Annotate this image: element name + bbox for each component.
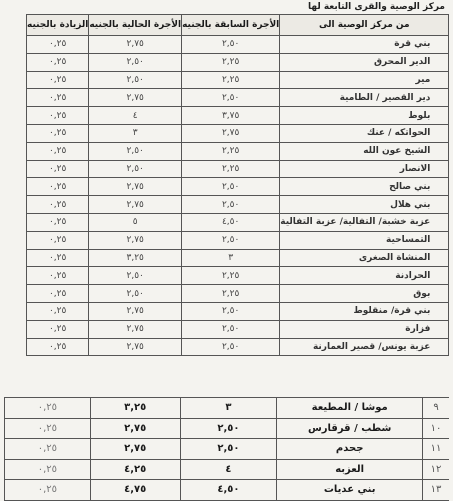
destination-cell: جحدم <box>277 439 423 460</box>
prev-fare-cell: ٤,٥٠ <box>182 213 280 231</box>
increase-cell: ٠,٢٥ <box>27 142 89 160</box>
prev-fare-cell: ٢,٢٥ <box>182 267 280 285</box>
destination-cell: بني قرة/ منقلوط <box>280 302 449 320</box>
curr-fare-cell: ٢,٧٥ <box>89 338 182 356</box>
prev-fare-cell: ٢,٥٠ <box>182 338 280 356</box>
header-row <box>27 15 449 36</box>
increase-cell: ٠,٢٥ <box>27 124 89 142</box>
row-number-cell: ١٣ <box>423 480 449 501</box>
increase-cell: ٠,٢٥ <box>5 480 91 501</box>
header-prev-fare: الأجرة السابقة بالجنيه <box>182 15 280 36</box>
curr-fare-cell: ٢,٧٥ <box>89 178 182 196</box>
increase-cell: ٠,٢٥ <box>27 302 89 320</box>
prev-fare-cell: ٢,٥٠ <box>182 178 280 196</box>
destination-cell: الانصار <box>280 160 449 178</box>
prev-fare-cell: ٢,٥٠ <box>182 196 280 214</box>
destination-cell: الحواتكه / عنك <box>280 124 449 142</box>
increase-cell: ٠,٢٥ <box>27 338 89 356</box>
destination-cell: بوق <box>280 285 449 303</box>
prev-fare-cell: ٢,٥٠ <box>180 418 277 439</box>
table-row <box>27 107 449 125</box>
table-row <box>27 178 449 196</box>
prev-fare-cell: ٢,٥٠ <box>182 231 280 249</box>
increase-cell: ٠,٢٥ <box>27 53 89 71</box>
table-row <box>27 142 449 160</box>
increase-cell: ٠,٢٥ <box>27 213 89 231</box>
increase-cell: ٠,٢٥ <box>27 285 89 303</box>
curr-fare-cell: ٢,٧٥ <box>89 196 182 214</box>
prev-fare-cell: ٢,٢٥ <box>182 142 280 160</box>
curr-fare-cell: ٢,٥٠ <box>89 267 182 285</box>
header-from-center: من مركز الوصية الى <box>280 15 449 36</box>
increase-cell: ٠,٢٥ <box>5 459 91 480</box>
table-row <box>27 89 449 107</box>
curr-fare-cell: ٥ <box>89 213 182 231</box>
prev-fare-cell: ٢,٧٥ <box>182 124 280 142</box>
prev-fare-cell: ٢,٢٥ <box>182 53 280 71</box>
curr-fare-cell: ٢,٧٥ <box>89 320 182 338</box>
prev-fare-cell: ٣ <box>180 398 277 419</box>
curr-fare-cell: ٣ <box>89 124 182 142</box>
curr-fare-cell: ٢,٥٠ <box>89 71 182 89</box>
increase-cell: ٠,٢٥ <box>27 196 89 214</box>
table-row <box>27 231 449 249</box>
prev-fare-cell: ٣ <box>182 249 280 267</box>
table-row <box>27 320 449 338</box>
curr-fare-cell: ٣,٢٥ <box>90 398 180 419</box>
curr-fare-cell: ٢,٥٠ <box>89 53 182 71</box>
table-row <box>5 439 450 460</box>
prev-fare-cell: ٢,٥٠ <box>182 89 280 107</box>
curr-fare-cell: ٤,٢٥ <box>90 459 180 480</box>
destination-cell: العزبه <box>277 459 423 480</box>
destination-cell: فزارة <box>280 320 449 338</box>
table-row <box>27 36 449 54</box>
destination-cell: الدير المحرق <box>280 53 449 71</box>
curr-fare-cell: ٢,٧٥ <box>90 418 180 439</box>
row-number-cell: ١٠ <box>423 418 449 439</box>
prev-fare-cell: ٢,٥٠ <box>182 320 280 338</box>
increase-cell: ٠,٢٥ <box>5 418 91 439</box>
table-row <box>27 338 449 356</box>
table-row <box>27 124 449 142</box>
table-row <box>27 213 449 231</box>
row-number-cell: ١٢ <box>423 459 449 480</box>
curr-fare-cell: ٢,٧٥ <box>90 439 180 460</box>
destination-cell: بلوط <box>280 107 449 125</box>
row-number-cell: ٩ <box>423 398 449 419</box>
curr-fare-cell: ٢,٧٥ <box>89 231 182 249</box>
prev-fare-cell: ٢,٢٥ <box>182 160 280 178</box>
curr-fare-cell: ٢,٥٠ <box>89 285 182 303</box>
prev-fare-cell: ٢,٥٠ <box>182 36 280 54</box>
curr-fare-cell: ٤,٧٥ <box>90 480 180 501</box>
page-title: مركز الوصية والقرى التابعة لها <box>308 2 445 12</box>
increase-cell: ٠,٢٥ <box>27 267 89 285</box>
header-increase: الزيادة بالجنيه <box>27 15 89 36</box>
fare-table <box>26 14 449 356</box>
table-row <box>27 302 449 320</box>
table-row <box>5 480 450 501</box>
increase-cell: ٠,٢٥ <box>5 398 91 419</box>
table-row <box>27 196 449 214</box>
row-number-cell: ١١ <box>423 439 449 460</box>
header-curr-fare: الأجرة الحالية بالجنيه <box>89 15 182 36</box>
curr-fare-cell: ٤ <box>89 107 182 125</box>
table-row <box>5 459 450 480</box>
destination-cell: بني صالح <box>280 178 449 196</box>
prev-fare-cell: ٢,٥٠ <box>180 439 277 460</box>
curr-fare-cell: ٢,٥٠ <box>89 160 182 178</box>
increase-cell: ٠,٢٥ <box>27 231 89 249</box>
table-row <box>5 398 450 419</box>
curr-fare-cell: ٢,٧٥ <box>89 302 182 320</box>
increase-cell: ٠,٢٥ <box>27 160 89 178</box>
prev-fare-cell: ٢,٥٠ <box>182 302 280 320</box>
curr-fare-cell: ٣,٢٥ <box>89 249 182 267</box>
increase-cell: ٠,٢٥ <box>27 71 89 89</box>
table-row <box>5 418 450 439</box>
destination-cell: موشا / المطيعة <box>277 398 423 419</box>
prev-fare-cell: ٢,٢٥ <box>182 71 280 89</box>
increase-cell: ٠,٢٥ <box>27 89 89 107</box>
curr-fare-cell: ٢,٥٠ <box>89 142 182 160</box>
table-row <box>27 53 449 71</box>
curr-fare-cell: ٢,٧٥ <box>89 89 182 107</box>
destination-cell: بني عديات <box>277 480 423 501</box>
increase-cell: ٠,٢٥ <box>27 36 89 54</box>
destination-cell: الشيخ عون الله <box>280 142 449 160</box>
destination-cell: دير القصير / الطامية <box>280 89 449 107</box>
destination-cell: المنشاة الصغرى <box>280 249 449 267</box>
destination-cell: شطب / قرقارس <box>277 418 423 439</box>
increase-cell: ٠,٢٥ <box>5 439 91 460</box>
prev-fare-cell: ٤ <box>180 459 277 480</box>
increase-cell: ٠,٢٥ <box>27 320 89 338</box>
destination-cell: مير <box>280 71 449 89</box>
prev-fare-cell: ٢,٢٥ <box>182 285 280 303</box>
increase-cell: ٠,٢٥ <box>27 249 89 267</box>
table-row <box>27 267 449 285</box>
table-row <box>27 249 449 267</box>
destination-cell: عزبة خشبة/ التفالية/ عزبة التفالية <box>280 213 449 231</box>
curr-fare-cell: ٢,٧٥ <box>89 36 182 54</box>
destination-cell: بني قرة <box>280 36 449 54</box>
destination-cell: التمساحية <box>280 231 449 249</box>
prev-fare-cell: ٣,٧٥ <box>182 107 280 125</box>
table-row <box>27 71 449 89</box>
destination-cell: بني هلال <box>280 196 449 214</box>
destination-cell: الحرادنة <box>280 267 449 285</box>
destination-cell: عزبة يونس/ قصير العمارنة <box>280 338 449 356</box>
table-row <box>27 285 449 303</box>
increase-cell: ٠,٢٥ <box>27 107 89 125</box>
increase-cell: ٠,٢٥ <box>27 178 89 196</box>
fare-table-continued <box>4 397 449 501</box>
prev-fare-cell: ٤,٥٠ <box>180 480 277 501</box>
table-row <box>27 160 449 178</box>
